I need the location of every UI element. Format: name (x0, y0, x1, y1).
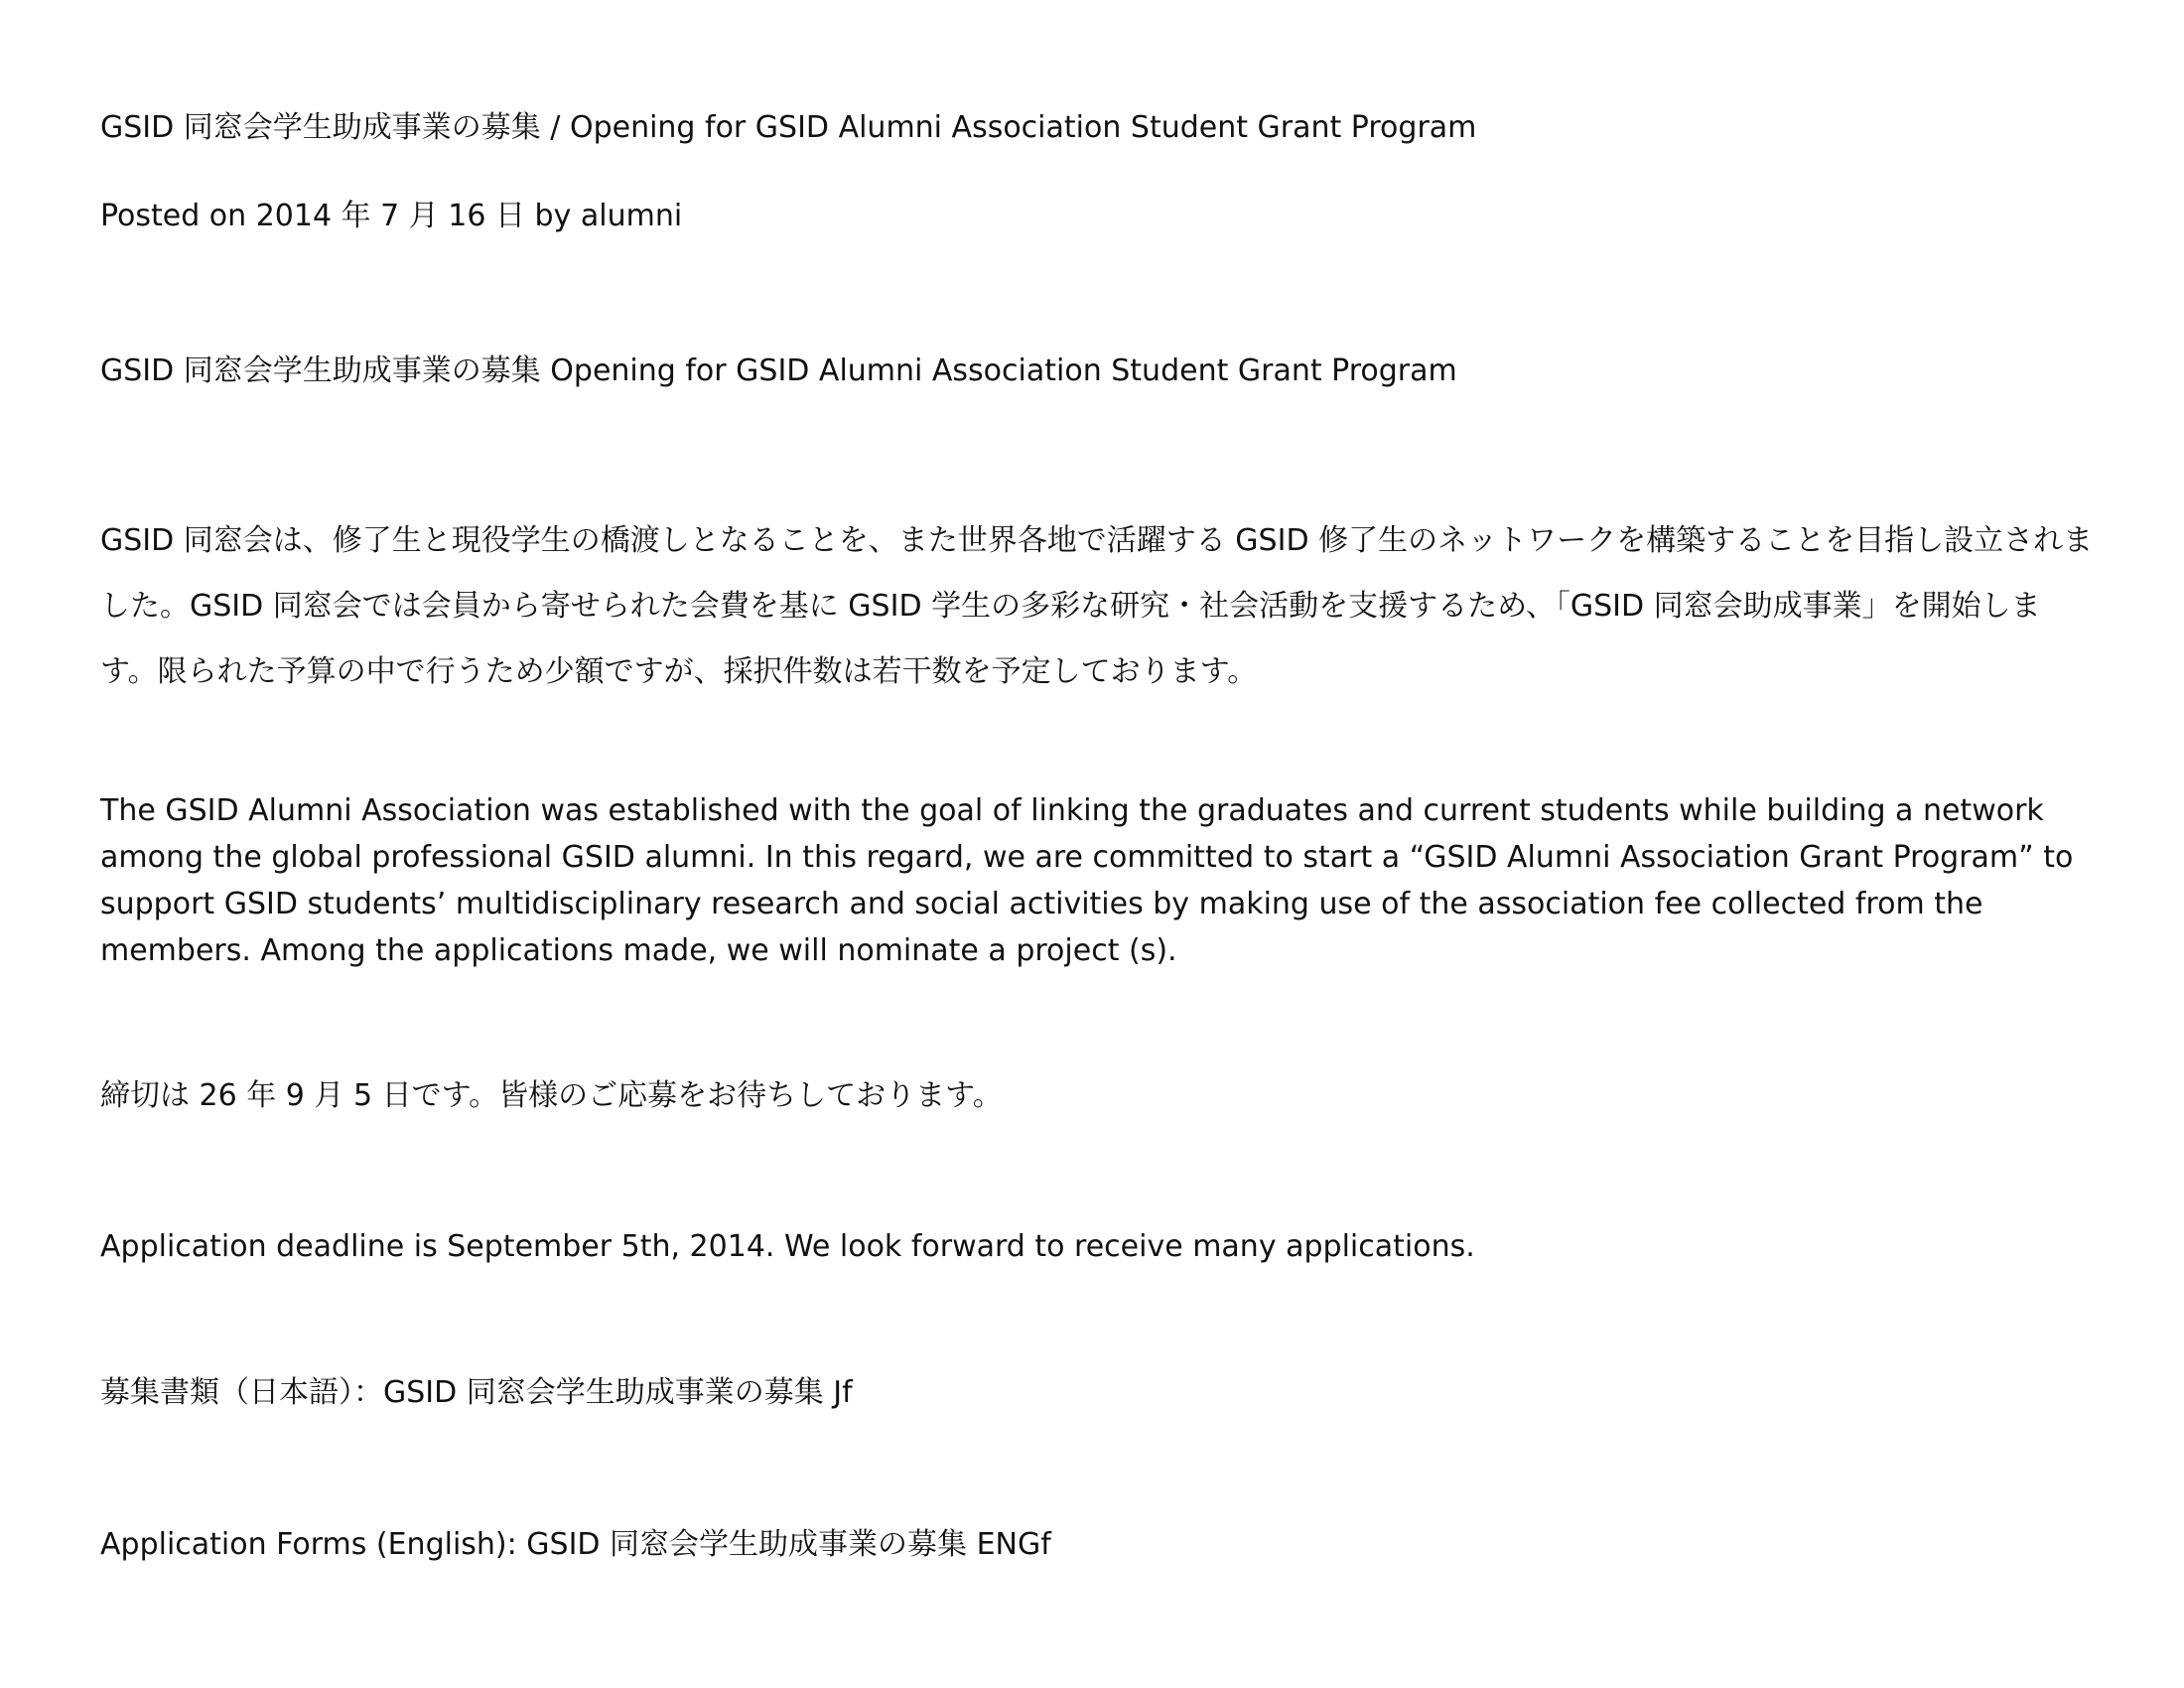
paragraph-japanese: GSID 同窓会は、修了生と現役学生の橋渡しとなることを、また世界各地で活躍する GSID 修了生のネットワークを構築することを目指し設立されました。GSID 同窓会では会員から寄せられた会費を基に GSID 学生の多彩な研究・社会活動を支援するため、「GSID 同窓会助成事業」を開始します。限られた予算の中で行うため少額ですが、採択件数は若干数を予定しております。 (100, 523, 2094, 689)
forms-english-line (100, 1527, 1051, 1563)
post-title: GSID 同窓会学生助成事業の募集 / Opening for GSID Alumni Association Student Grant Program (100, 110, 1477, 145)
forms-japanese-link[interactable]: GSID 同窓会学生助成事業の募集 Jf (383, 1375, 853, 1410)
forms-japanese-line (100, 1375, 853, 1411)
post-meta: Posted on 2014 年 7 月 16 日 by alumni (100, 199, 683, 233)
forms-japanese-label: 募集書類（日本語）： (100, 1375, 383, 1410)
deadline-english: Application deadline is September 5th, 2014. We look forward to receive many applications. (100, 1229, 1475, 1264)
forms-english-label: Application Forms (English): (100, 1527, 527, 1562)
content-subtitle: GSID 同窓会学生助成事業の募集 Opening for GSID Alumni Association Student Grant Program (100, 353, 1457, 388)
deadline-japanese: 締切は 26 年 9 月 5 日です。皆様のご応募をお待ちしております。 (100, 1078, 1003, 1113)
forms-english-link[interactable]: GSID 同窓会学生助成事業の募集 ENGf (526, 1527, 1051, 1562)
paragraph-english: The GSID Alumni Association was established with the goal of linking the graduates and current students while building a network among the global professional GSID alumni. In this regard, we are committed to start a “GSID Alumni Association Grant Program” to support GSID students’ multidisciplinary research and social activities by making use of the association fee collected from the members. Among the applications made, we will nominate a project (s). (100, 793, 2074, 968)
